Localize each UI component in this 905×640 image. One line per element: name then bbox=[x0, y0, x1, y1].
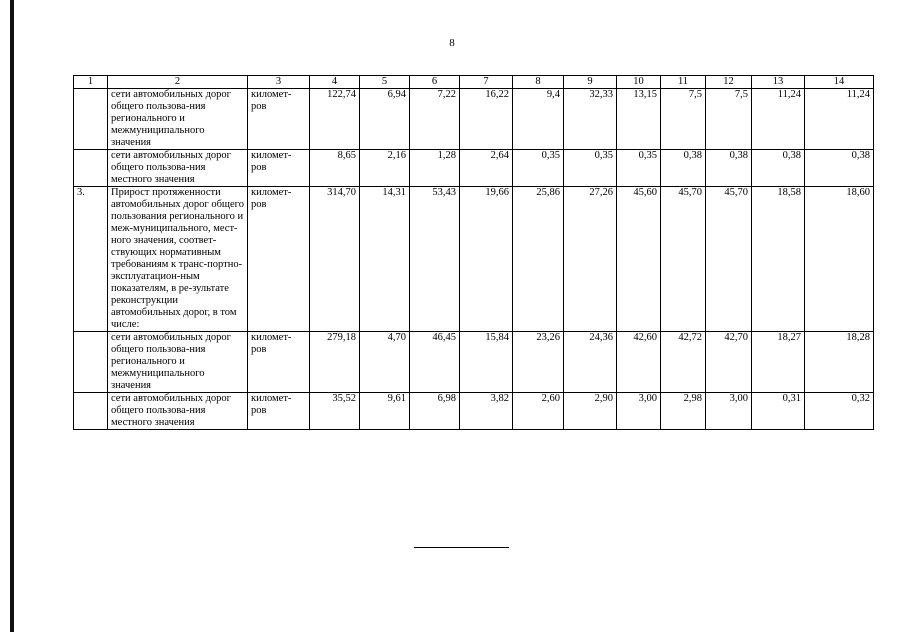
value-cell: 32,33 bbox=[564, 89, 617, 150]
value-cell: 25,86 bbox=[513, 187, 564, 332]
row-name: Прирост протяженности автомобильных дорог общего пользования регионального и меж-муниципального, мест-ного значения, соответ-ствующих нормативным требованиям к транс-портно-эксплуатацион-ным показателям, в ре-зультате реконструкции автомобильных дорог, в том числе: bbox=[108, 187, 248, 332]
row-index bbox=[74, 89, 108, 150]
value-cell: 0,38 bbox=[752, 150, 805, 187]
row-unit: километ-ров bbox=[248, 393, 310, 430]
table-row bbox=[74, 187, 874, 332]
value-cell: 0,35 bbox=[513, 150, 564, 187]
row-index bbox=[74, 393, 108, 430]
column-number: 5 bbox=[360, 76, 410, 89]
row-unit: километ-ров bbox=[248, 332, 310, 393]
page-edge-bar bbox=[10, 0, 14, 632]
value-cell: 23,26 bbox=[513, 332, 564, 393]
column-number: 9 bbox=[564, 76, 617, 89]
value-cell: 0,38 bbox=[706, 150, 752, 187]
data-table bbox=[73, 75, 874, 430]
value-cell: 8,65 bbox=[310, 150, 360, 187]
column-number: 1 bbox=[74, 76, 108, 89]
table-row bbox=[74, 89, 874, 150]
value-cell: 18,28 bbox=[805, 332, 874, 393]
footer-rule bbox=[414, 547, 509, 548]
row-index bbox=[74, 332, 108, 393]
value-cell: 2,60 bbox=[513, 393, 564, 430]
row-unit: километ-ров bbox=[248, 187, 310, 332]
value-cell: 46,45 bbox=[410, 332, 460, 393]
value-cell: 16,22 bbox=[460, 89, 513, 150]
column-number: 8 bbox=[513, 76, 564, 89]
value-cell: 4,70 bbox=[360, 332, 410, 393]
column-number: 10 bbox=[617, 76, 661, 89]
value-cell: 279,18 bbox=[310, 332, 360, 393]
page-number: 8 bbox=[449, 37, 455, 49]
value-cell: 0,38 bbox=[805, 150, 874, 187]
row-unit: километ-ров bbox=[248, 89, 310, 150]
value-cell: 24,36 bbox=[564, 332, 617, 393]
value-cell: 0,31 bbox=[752, 393, 805, 430]
row-name: сети автомобильных дорог общего пользова-ния местного значения bbox=[108, 150, 248, 187]
table-row bbox=[74, 393, 874, 430]
table-row bbox=[74, 150, 874, 187]
column-number: 2 bbox=[108, 76, 248, 89]
value-cell: 0,35 bbox=[564, 150, 617, 187]
column-number: 6 bbox=[410, 76, 460, 89]
value-cell: 45,60 bbox=[617, 187, 661, 332]
value-cell: 53,43 bbox=[410, 187, 460, 332]
row-index: 3. bbox=[74, 187, 108, 332]
value-cell: 19,66 bbox=[460, 187, 513, 332]
value-cell: 27,26 bbox=[564, 187, 617, 332]
column-number: 7 bbox=[460, 76, 513, 89]
value-cell: 13,15 bbox=[617, 89, 661, 150]
row-index bbox=[74, 150, 108, 187]
column-number: 13 bbox=[752, 76, 805, 89]
value-cell: 42,72 bbox=[661, 332, 706, 393]
value-cell: 2,90 bbox=[564, 393, 617, 430]
value-cell: 0,38 bbox=[661, 150, 706, 187]
value-cell: 0,32 bbox=[805, 393, 874, 430]
row-name: сети автомобильных дорог общего пользова-ния местного значения bbox=[108, 393, 248, 430]
value-cell: 7,5 bbox=[706, 89, 752, 150]
row-name: сети автомобильных дорог общего пользова-ния регионального и межмуниципального значения bbox=[108, 89, 248, 150]
value-cell: 18,60 bbox=[805, 187, 874, 332]
value-cell: 6,94 bbox=[360, 89, 410, 150]
column-number: 3 bbox=[248, 76, 310, 89]
value-cell: 122,74 bbox=[310, 89, 360, 150]
value-cell: 45,70 bbox=[706, 187, 752, 332]
value-cell: 42,60 bbox=[617, 332, 661, 393]
value-cell: 6,98 bbox=[410, 393, 460, 430]
row-unit: километ-ров bbox=[248, 150, 310, 187]
value-cell: 7,22 bbox=[410, 89, 460, 150]
value-cell: 3,00 bbox=[706, 393, 752, 430]
column-number: 11 bbox=[661, 76, 706, 89]
value-cell: 11,24 bbox=[805, 89, 874, 150]
value-cell: 35,52 bbox=[310, 393, 360, 430]
value-cell: 18,58 bbox=[752, 187, 805, 332]
value-cell: 9,61 bbox=[360, 393, 410, 430]
column-number: 12 bbox=[706, 76, 752, 89]
value-cell: 11,24 bbox=[752, 89, 805, 150]
value-cell: 9,4 bbox=[513, 89, 564, 150]
table-body bbox=[74, 76, 874, 430]
value-cell: 0,35 bbox=[617, 150, 661, 187]
column-number: 14 bbox=[805, 76, 874, 89]
value-cell: 14,31 bbox=[360, 187, 410, 332]
value-cell: 1,28 bbox=[410, 150, 460, 187]
value-cell: 2,64 bbox=[460, 150, 513, 187]
value-cell: 45,70 bbox=[661, 187, 706, 332]
value-cell: 3,82 bbox=[460, 393, 513, 430]
table-row bbox=[74, 332, 874, 393]
column-number-row bbox=[74, 76, 874, 89]
value-cell: 2,98 bbox=[661, 393, 706, 430]
value-cell: 2,16 bbox=[360, 150, 410, 187]
value-cell: 7,5 bbox=[661, 89, 706, 150]
value-cell: 3,00 bbox=[617, 393, 661, 430]
column-number: 4 bbox=[310, 76, 360, 89]
value-cell: 314,70 bbox=[310, 187, 360, 332]
row-name: сети автомобильных дорог общего пользова-ния регионального и межмуниципального значения bbox=[108, 332, 248, 393]
value-cell: 15,84 bbox=[460, 332, 513, 393]
value-cell: 18,27 bbox=[752, 332, 805, 393]
value-cell: 42,70 bbox=[706, 332, 752, 393]
